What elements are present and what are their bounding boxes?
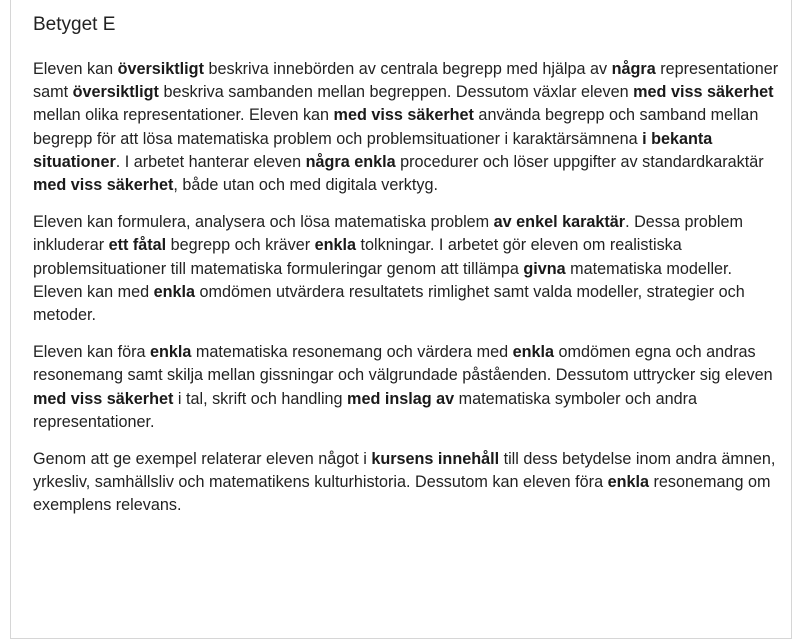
paragraph-text: procedurer och löser uppgifter av standardkaraktär [395, 152, 764, 171]
emphasized-text: kursens innehåll [371, 450, 500, 469]
paragraph-text: till dess betydelse inom andra ämnen, yrkesliv, samhällsliv och matematikens kulturhistoria. Dessutom kan eleven föra [33, 450, 776, 492]
paragraph-text: matematiska symboler och andra representationer. [33, 389, 698, 431]
emphasized-text: några [611, 60, 656, 78]
paragraph-text: Eleven kan [33, 60, 118, 78]
paragraph-text: Eleven kan föra [33, 343, 150, 362]
emphasized-text: enkla [314, 236, 357, 255]
paragraph-text: . Dessa problem inkluderar [33, 213, 743, 255]
emphasized-text: enkla [153, 282, 195, 301]
paragraph-text: mellan olika representationer. Eleven kan [33, 106, 334, 125]
emphasized-text: några enkla [305, 152, 396, 171]
paragraph-text: representationer samt [33, 60, 779, 102]
criteria-paragraph [33, 341, 785, 434]
emphasized-text: enkla [512, 343, 555, 362]
paragraph-text: omdömen utvärdera resultatets rimlighet samt valda modeller, strategier och metoder. [33, 282, 745, 325]
paragraph-text: resonemang om exemplens relevans. [33, 473, 771, 515]
emphasized-text: enkla [149, 343, 192, 362]
paragraph-text: matematiska modeller. Eleven kan med [33, 259, 733, 301]
paragraph-text: , både utan och med digitala verktyg. [173, 176, 438, 195]
paragraph-text: i tal, skrift och handling [173, 389, 348, 408]
criteria-paragraph [33, 58, 785, 197]
emphasized-text: översiktligt [117, 60, 204, 78]
paragraph-text: Genom att ge exempel relaterar eleven något i [33, 450, 372, 469]
paragraph-text: matematiska resonemang och värdera med [191, 343, 513, 362]
paragraph-text: . I arbetet hanterar eleven [115, 152, 306, 171]
grade-heading: Betyget E [33, 14, 116, 35]
emphasized-text: med inslag av [347, 389, 455, 408]
emphasized-text: givna [523, 259, 566, 278]
paragraph-text: tolkningar. I arbetet gör eleven om realistiska problemsituationer till matematiska formuleringar genom att tillämpa [33, 236, 682, 278]
emphasized-text: med viss säkerhet [333, 106, 474, 125]
paragraph-text: beskriva innebörden av centrala begrepp med hjälpa av [203, 60, 612, 78]
paragraph-text: använda begrepp och samband mellan begrepp för att lösa matematiska problem och problemsituationer i karaktärsämnena [33, 106, 759, 148]
emphasized-text: i bekanta situationer [33, 129, 713, 171]
grade-criteria-panel [10, 0, 792, 639]
emphasized-text: med viss säkerhet [33, 176, 174, 195]
paragraph-text: omdömen egna och andras resonemang samt skilja mellan gissningar och välgrundade påståenden. Dessutom uttrycker sig eleven [33, 343, 773, 385]
emphasized-text: av enkel karaktär [493, 213, 626, 232]
paragraph-text: beskriva sambanden mellan begreppen. Dessutom växlar eleven [158, 83, 634, 102]
emphasized-text: med viss säkerhet [33, 389, 174, 408]
criteria-paragraph [33, 448, 785, 518]
emphasized-text: ett fåtal [108, 236, 167, 255]
emphasized-text: med viss säkerhet [633, 83, 774, 102]
criteria-paragraph [33, 211, 785, 327]
emphasized-text: enkla [607, 473, 649, 492]
paragraph-text: begrepp och kräver [166, 236, 315, 255]
emphasized-text: översiktligt [72, 83, 159, 102]
paragraph-text: Eleven kan formulera, analysera och lösa matematiska problem [33, 213, 494, 232]
criteria-content [33, 58, 785, 532]
